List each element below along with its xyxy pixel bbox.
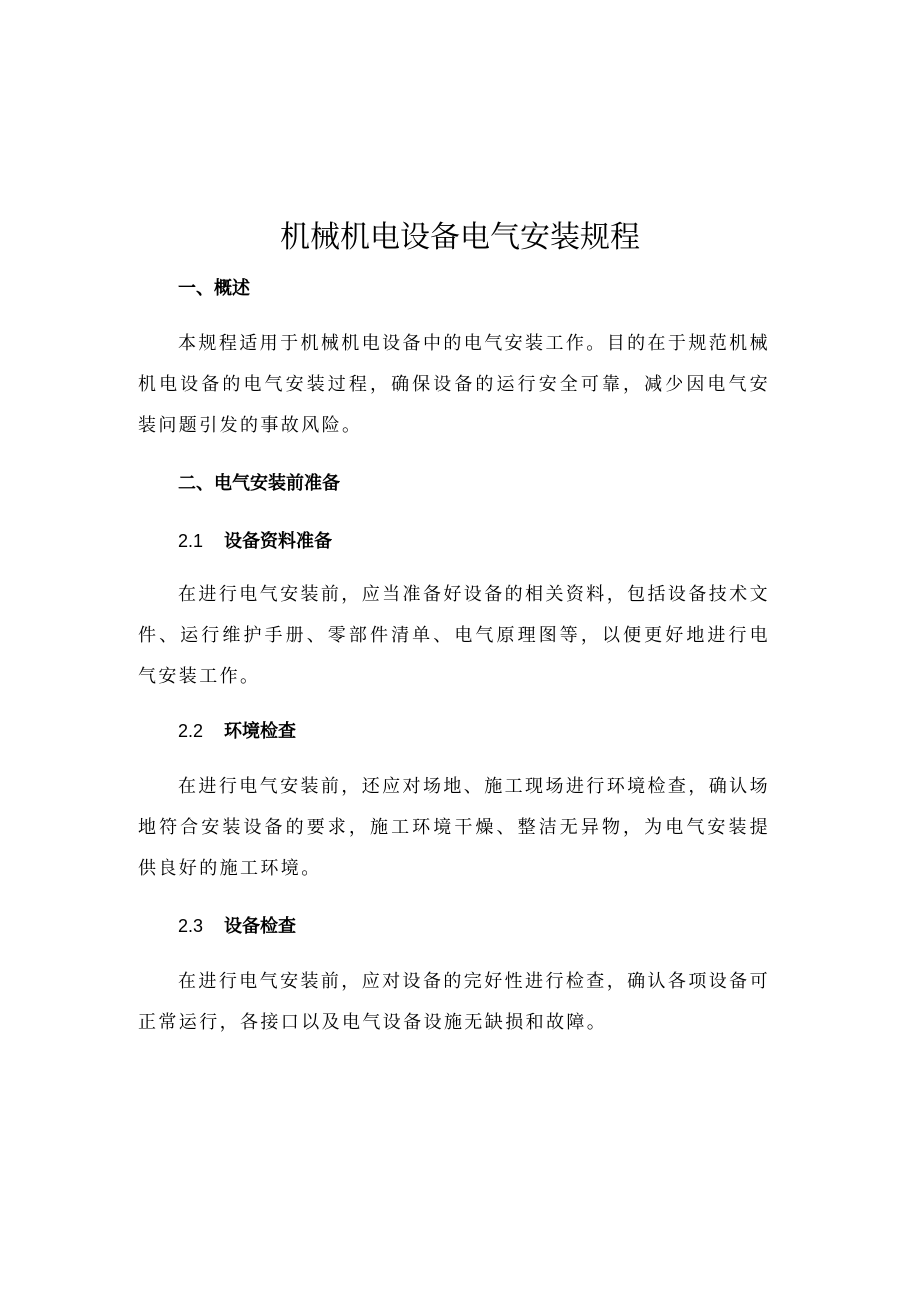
subsection-title: 设备检查 bbox=[224, 916, 296, 937]
section-heading-overview: 一、概述 bbox=[178, 278, 250, 299]
subsection-heading-2-3 bbox=[178, 913, 296, 940]
subsection-number: 2.2 bbox=[178, 721, 204, 741]
document-title: 机械机电设备电气安装规程 bbox=[280, 220, 640, 255]
overview-paragraph: 本规程适用于机械机电设备中的电气安装工作。目的在于规范机械机电设备的电气安装过程，确保设备的运行安全可靠，减少因电气安装问题引发的事故风险。 bbox=[138, 333, 770, 436]
subsection-title: 设备资料准备 bbox=[224, 531, 332, 552]
subsection-heading-2-2 bbox=[178, 718, 296, 745]
subsection-paragraph-2-2: 在进行电气安装前，还应对场地、施工现场进行环境检查，确认场地符合安装设备的要求，施工环境干燥、整洁无异物，为电气安装提供良好的施工环境。 bbox=[138, 776, 770, 879]
subsection-paragraph-2-3: 在进行电气安装前，应对设备的完好性进行检查，确认各项设备可正常运行，各接口以及电气设备设施无缺损和故障。 bbox=[138, 971, 770, 1033]
subsection-number: 2.1 bbox=[178, 531, 204, 551]
section-heading-preparation: 二、电气安装前准备 bbox=[178, 473, 340, 494]
subsection-title: 环境检查 bbox=[224, 721, 296, 742]
subsection-paragraph-2-1: 在进行电气安装前，应当准备好设备的相关资料，包括设备技术文件、运行维护手册、零部件清单、电气原理图等，以便更好地进行电气安装工作。 bbox=[138, 584, 770, 687]
subsection-number: 2.3 bbox=[178, 916, 204, 936]
subsection-heading-2-1 bbox=[178, 528, 332, 555]
